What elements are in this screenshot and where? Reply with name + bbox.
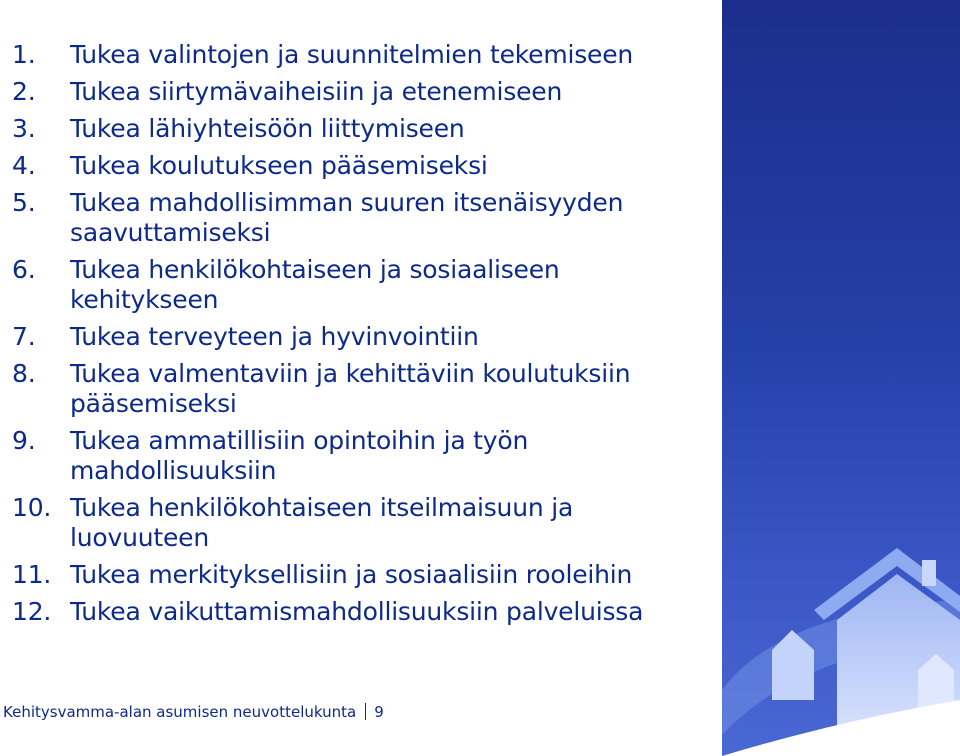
list-item-text: Tukea ammatillisiin opintoihin ja työn mahdollisuuksiin	[70, 426, 529, 485]
list-item-number: 9.	[12, 426, 36, 455]
list-item-number: 12.	[12, 597, 52, 626]
list-item-number: 11.	[12, 560, 52, 589]
list-item-text: Tukea henkilökohtaiseen itseilmaisuun ja luovuuteen	[70, 493, 574, 552]
slide-content	[12, 40, 712, 634]
list-item	[12, 322, 712, 352]
footer-divider	[365, 703, 366, 720]
list-item-text: Tukea terveyteen ja hyvinvointiin	[70, 322, 479, 351]
list-item-text: Tukea vaikuttamismahdollisuuksiin palveluissa	[70, 597, 644, 626]
list-item-number: 5.	[12, 188, 36, 217]
list-item-text: Tukea merkityksellisiin ja sosiaalisiin rooleihin	[70, 560, 633, 589]
list-item-text: Tukea valintojen ja suunnitelmien tekemiseen	[70, 40, 634, 69]
list-item	[12, 426, 712, 486]
list-item-number: 4.	[12, 151, 36, 180]
list-item	[12, 597, 712, 627]
list-item-number: 7.	[12, 322, 36, 351]
list-item-text: Tukea koulutukseen pääsemiseksi	[70, 151, 488, 180]
list-item	[12, 40, 712, 70]
support-list	[12, 40, 712, 627]
list-item	[12, 359, 712, 419]
list-item-number: 6.	[12, 255, 36, 284]
list-item-text: Tukea henkilökohtaiseen ja sosiaaliseen kehitykseen	[70, 255, 560, 314]
list-item-number: 1.	[12, 40, 36, 69]
list-item	[12, 114, 712, 144]
list-item-number: 3.	[12, 114, 36, 143]
list-item	[12, 77, 712, 107]
footer	[3, 703, 384, 721]
list-item-number: 10.	[12, 493, 52, 522]
list-item	[12, 255, 712, 315]
chimney	[922, 560, 936, 586]
list-item-text: Tukea siirtymävaiheisiin ja etenemiseen	[70, 77, 563, 106]
footer-title: Kehitysvamma-alan asumisen neuvottelukunta	[3, 703, 357, 721]
list-item-text: Tukea lähiyhteisöön liittymiseen	[70, 114, 465, 143]
list-item	[12, 188, 712, 248]
list-item-text: Tukea mahdollisimman suuren itsenäisyyden saavuttamiseksi	[70, 188, 624, 247]
houses-illustration	[722, 0, 960, 756]
list-item-text: Tukea valmentaviin ja kehittäviin koulutuksiin pääsemiseksi	[70, 359, 631, 418]
list-item	[12, 560, 712, 590]
list-item	[12, 493, 712, 553]
decorative-side-panel	[722, 0, 960, 756]
list-item	[12, 151, 712, 181]
page-number: 9	[374, 703, 384, 721]
list-item-number: 8.	[12, 359, 36, 388]
list-item-number: 2.	[12, 77, 36, 106]
